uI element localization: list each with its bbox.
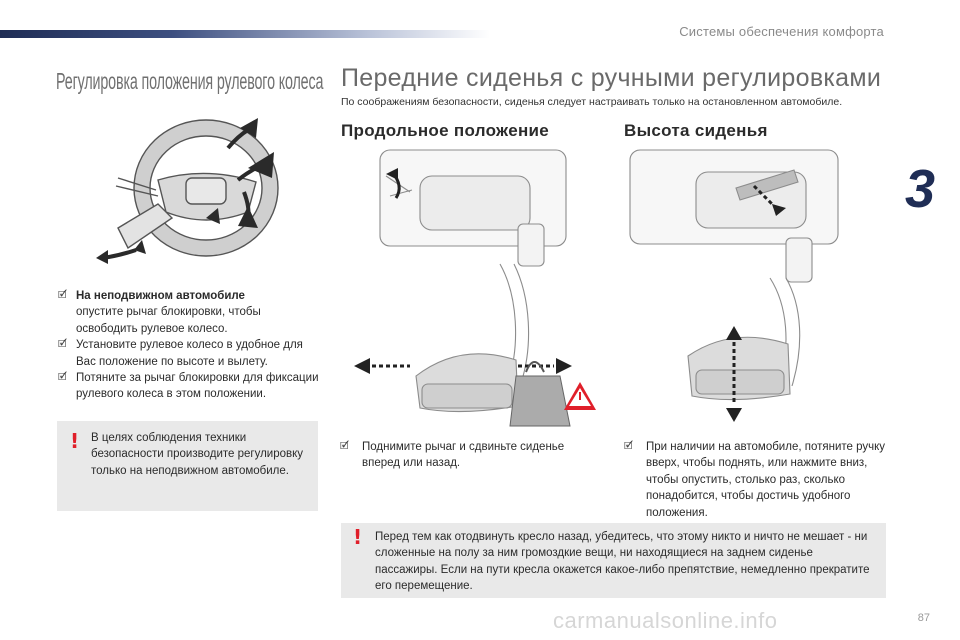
- longitudinal-instructions: [340, 439, 602, 472]
- chapter-number: 3: [904, 159, 936, 219]
- header-bar: [0, 30, 490, 38]
- exclamation-icon: !: [353, 525, 363, 549]
- flag-bullet-icon: 🗹: [58, 372, 67, 384]
- section-title: Системы обеспечения комфорта: [679, 24, 884, 39]
- longitudinal-heading: Продольное положение: [341, 121, 550, 140]
- seat-height-illustration: [626, 146, 844, 428]
- list-item: 🗹 Потяните за рычаг блокировки для фиксации рулевого колеса в этом положении.: [58, 372, 319, 401]
- steering-warning-box: [57, 421, 318, 511]
- list-item: 🗹 При наличии на автомобиле, потяните ручку вверх, чтобы поднять, или нажмите вниз, чтобы опустить, столько раз, сколько понадобится, чтобы достичь удобного положения.: [624, 441, 886, 519]
- height-instructions: [624, 439, 886, 521]
- steering-instructions: [58, 288, 320, 403]
- list-item: 🗹 На неподвижном автомобиле опустите рычаг блокировки, чтобы освободить рулевое колесо.: [58, 290, 261, 335]
- page-title: Передние сиденья с ручными регулировками: [341, 64, 882, 92]
- steering-title: Регулировка положения рулевого колеса: [56, 68, 324, 94]
- flag-bullet-icon: 🗹: [624, 441, 633, 452]
- seat-warning-text: Перед тем как отодвинуть кресло назад, убедитесь, что этому никто и ничто не мешает - ни сложенные на полу за ним громоздкие вещи, ни находящиеся на заднем сиденье пассажиры. Если на пути кресла окажется какое-либо препятствие, немедленно прекратите его перемещение.: [375, 531, 870, 593]
- exclamation-icon: !: [70, 429, 80, 453]
- list-item: 🗹 Поднимите рычаг и сдвиньте сиденье вперед или назад.: [340, 441, 565, 470]
- height-heading: Высота сиденья: [624, 121, 768, 140]
- steering-wheel-illustration: [88, 108, 288, 268]
- list-item: 🗹 Установите рулевое колесо в удобное для Вас положение по высоте и вылету.: [58, 339, 303, 368]
- page-subtitle: По соображениям безопасности, сиденья следует настраивать только на остановленном автомобиле.: [341, 96, 843, 108]
- seat-longitudinal-illustration: [350, 146, 600, 428]
- flag-bullet-icon: 🗹: [58, 290, 67, 301]
- flag-bullet-icon: 🗹: [340, 441, 349, 452]
- flag-bullet-icon: 🗹: [58, 339, 67, 351]
- watermark: carmanualsonline.info: [553, 608, 778, 633]
- steering-warning-text: В целях соблюдения техники безопасности производите регулировку только на неподвижном автомобиле.: [91, 432, 304, 477]
- page-number: 87: [917, 612, 930, 624]
- seat-warning-box: [341, 523, 886, 598]
